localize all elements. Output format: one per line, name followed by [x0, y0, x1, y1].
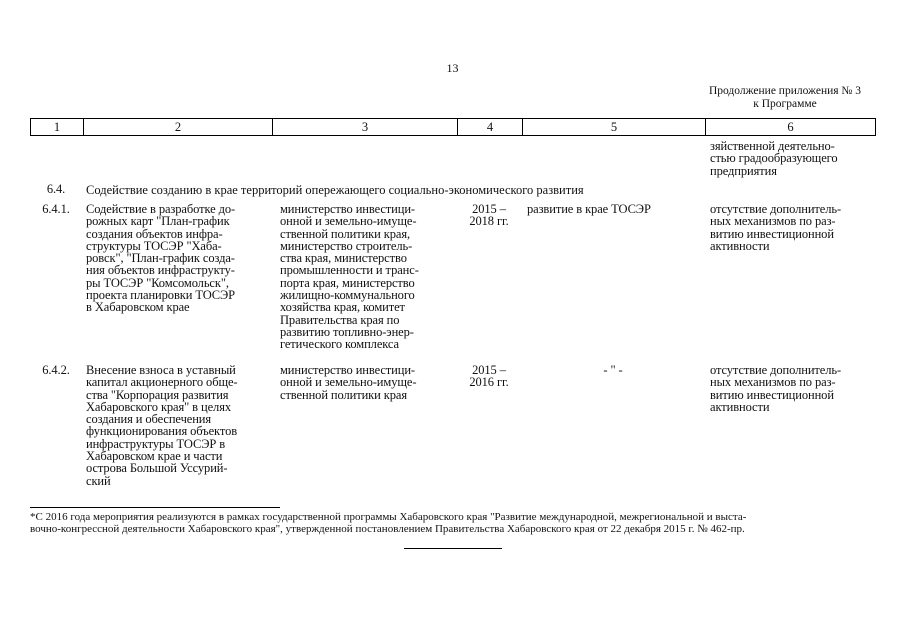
- row-number: 6.4.2.: [42, 363, 70, 377]
- footnote: *С 2016 года мероприятия реализуются в рамках государственной программы Хабаровского края "Развитие международной, межрегиональной и выста- вочно-конгрессной деятельности Хабаровского края", утвержденной постановлением Правительства Хабаровского края от 22 декабря 2015 г. № 462-пр.: [30, 511, 747, 535]
- page-number: 13: [446, 61, 459, 75]
- header-col-3: 3: [273, 119, 458, 136]
- appendix-line2: к Программе: [753, 98, 817, 110]
- header-col-1: 1: [31, 119, 84, 136]
- appendix-caption: [690, 85, 880, 111]
- row-number: 6.4.1.: [42, 202, 70, 216]
- responsible-text: министерство инвестици- онной и земельно-имуще- ственной политики края: [280, 363, 417, 402]
- column-number-header: [30, 118, 876, 136]
- result-text: развитие в крае ТОСЭР: [527, 202, 651, 216]
- header-col-2: 2: [84, 119, 273, 136]
- consequence-text: отсутствие дополнитель- ных механизмов по раз- витию инвестиционной активности: [710, 202, 842, 253]
- period-text: 2015 – 2018 гг.: [469, 202, 509, 229]
- footnote-divider: [30, 507, 280, 508]
- result-text: - " -: [603, 363, 623, 377]
- responsible-text: министерство инвестици- онной и земельно-имуще- ственной политики края, министерство строитель- ства края, министерство промышленности и транс- порта края, министерство жилищно-коммунального хозяйства края, комитет Правительства края по развитию топливно-энер- гетического комплекса: [280, 202, 419, 352]
- header-col-5: 5: [523, 119, 706, 136]
- end-divider: [404, 548, 502, 549]
- header-col-4: 4: [458, 119, 523, 136]
- activity-text: Содействие в разработке до- рожных карт "План-график создания объектов инфра- структуры ТОСЭР "Хаба- ровск", "План-график созда- ния объектов инфраструкту- ры ТОСЭР "Комсомольск", проекта планировки ТОСЭР в Хабаровском крае: [86, 202, 236, 315]
- header-col-6: 6: [706, 119, 876, 136]
- section-number: 6.4.: [46, 182, 66, 196]
- period-text: 2015 – 2016 гг.: [469, 363, 509, 390]
- carryover-text: зяйственной деятельно- стью градообразующего предприятия: [710, 139, 838, 178]
- consequence-text: отсутствие дополнитель- ных механизмов по раз- витию инвестиционной активности: [710, 363, 842, 414]
- activity-text: Внесение взноса в уставный капитал акционерного обще- ства "Корпорация развития Хабаровского края" в целях создания и обеспечения функционирования объектов инфраструктуры ТОСЭР в Хабаровском крае и части острова Большой Уссурий- ский: [86, 363, 238, 488]
- section-title: Содействие созданию в крае территорий опережающего социально-экономического развития: [86, 183, 584, 197]
- appendix-line1: Продолжение приложения № 3: [708, 85, 862, 97]
